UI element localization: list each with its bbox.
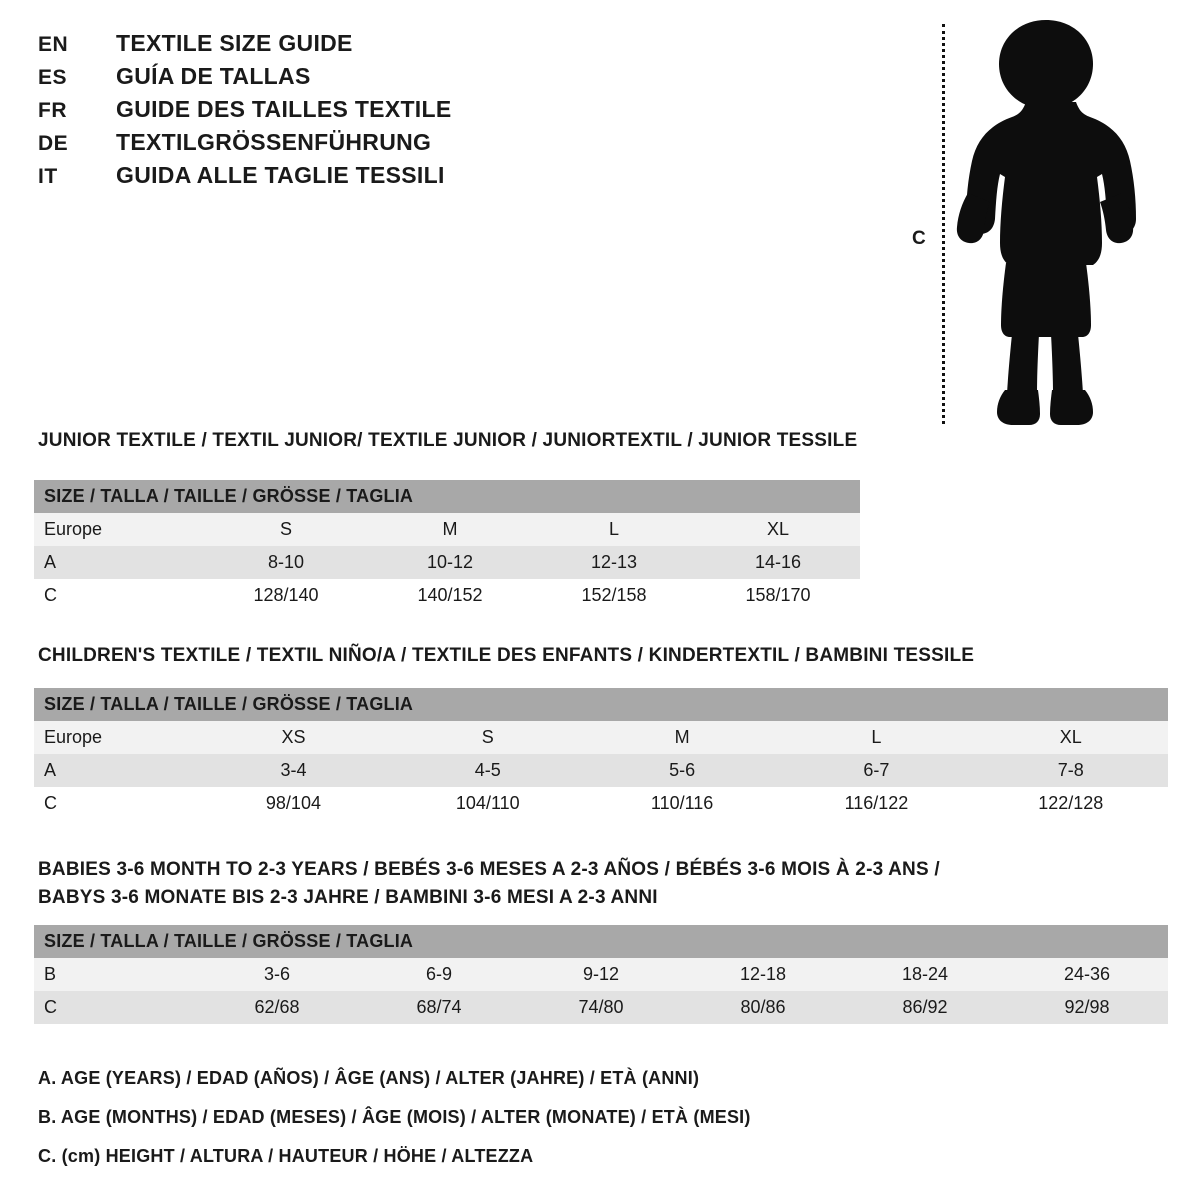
table-row [34,579,860,612]
cell: 140/152 [368,579,532,612]
language-title: GUÍA DE TALLAS [116,63,311,89]
cell: 74/80 [520,991,682,1024]
cell: 152/158 [532,579,696,612]
babies-size-table [34,925,1168,1024]
cell: XS [196,721,390,754]
cell: 104/110 [391,787,585,820]
cell: 6-9 [358,958,520,991]
table-row [34,787,1168,820]
language-title: TEXTILGRÖSSENFÜHRUNG [116,129,432,155]
table-band-row [34,925,1168,958]
cell: M [368,513,532,546]
table-row [34,721,1168,754]
language-code: FR [38,99,67,122]
table-row [34,991,1168,1024]
row-label: Europe [34,721,196,754]
language-title: TEXTILE SIZE GUIDE [116,30,353,56]
cell: XL [974,721,1168,754]
cell: 86/92 [844,991,1006,1024]
cell: 80/86 [682,991,844,1024]
language-row-fr [38,96,598,123]
measure-c-label: C [912,228,926,249]
band-label: SIZE / TALLA / TAILLE / GRÖSSE / TAGLIA [34,925,1168,958]
section-heading-babies [38,856,1158,911]
cell: L [532,513,696,546]
cell: 12-13 [532,546,696,579]
language-title: GUIDE DES TAILLES TEXTILE [116,96,452,122]
section-heading-junior: JUNIOR TEXTILE / TEXTIL JUNIOR/ TEXTILE JUNIOR / JUNIORTEXTIL / JUNIOR TESSILE [38,430,858,451]
row-label: C [34,991,196,1024]
cell: L [779,721,973,754]
cell: 3-6 [196,958,358,991]
cell: 24-36 [1006,958,1168,991]
height-measure-figure [900,10,1150,430]
language-row-es [38,63,598,90]
language-code: DE [38,132,69,155]
table-row [34,546,860,579]
table-band-row [34,688,1168,721]
table-row [34,513,860,546]
cell: 12-18 [682,958,844,991]
cell: 6-7 [779,754,973,787]
legend-line-c: C. (cm) HEIGHT / ALTURA / HAUTEUR / HÖHE / ALTEZZA [38,1146,534,1166]
cell: 9-12 [520,958,682,991]
cell: 98/104 [196,787,390,820]
cell: 3-4 [196,754,390,787]
language-title: GUIDA ALLE TAGLIE TESSILI [116,162,445,188]
cell: 128/140 [204,579,368,612]
language-row-de [38,129,598,156]
section-heading-babies-line1: BABIES 3-6 MONTH TO 2-3 YEARS / BEBÉS 3-6 MESES A 2-3 AÑOS / BÉBÉS 3-6 MOIS À 2-3 ANS / [38,859,940,880]
row-label: B [34,958,196,991]
section-heading-children: CHILDREN'S TEXTILE / TEXTIL NIÑO/A / TEXTILE DES ENFANTS / KINDERTEXTIL / BAMBINI TESSILE [38,645,975,666]
measure-dotted-line [942,24,945,424]
band-label: SIZE / TALLA / TAILLE / GRÖSSE / TAGLIA [34,480,860,513]
legend-line-a: A. AGE (YEARS) / EDAD (AÑOS) / ÂGE (ANS) / ALTER (JAHRE) / ETÀ (ANNI) [38,1068,700,1088]
table-band-row [34,480,860,513]
cell: 92/98 [1006,991,1168,1024]
row-label: C [34,787,196,820]
language-code: ES [38,66,68,89]
language-row-it [38,162,598,189]
cell: 116/122 [779,787,973,820]
cell: 5-6 [585,754,779,787]
cell: S [204,513,368,546]
row-label: C [34,579,204,612]
band-label: SIZE / TALLA / TAILLE / GRÖSSE / TAGLIA [34,688,1168,721]
row-label: A [34,546,204,579]
junior-size-table [34,480,860,612]
cell: 7-8 [974,754,1168,787]
legend-line-b: B. AGE (MONTHS) / EDAD (MESES) / ÂGE (MOIS) / ALTER (MONATE) / ETÀ (MESI) [38,1107,751,1127]
row-label: Europe [34,513,204,546]
table-row [34,958,1168,991]
cell: 68/74 [358,991,520,1024]
table-row [34,754,1168,787]
cell: 8-10 [204,546,368,579]
cell: M [585,721,779,754]
cell: 110/116 [585,787,779,820]
cell: 10-12 [368,546,532,579]
cell: 122/128 [974,787,1168,820]
section-heading-babies-line2: BABYS 3-6 MONATE BIS 2-3 JAHRE / BAMBINI 3-6 MESI A 2-3 ANNI [38,886,658,908]
cell: 62/68 [196,991,358,1024]
cell: 14-16 [696,546,860,579]
language-row-en [38,30,598,57]
language-title-block [38,30,598,195]
cell: 4-5 [391,754,585,787]
language-code: EN [38,33,69,56]
cell: 158/170 [696,579,860,612]
language-code: IT [38,165,58,188]
row-label: A [34,754,196,787]
cell: S [391,721,585,754]
children-size-table [34,688,1168,820]
child-silhouette-icon [950,18,1140,430]
cell: 18-24 [844,958,1006,991]
legend-block [38,1068,1158,1185]
cell: XL [696,513,860,546]
